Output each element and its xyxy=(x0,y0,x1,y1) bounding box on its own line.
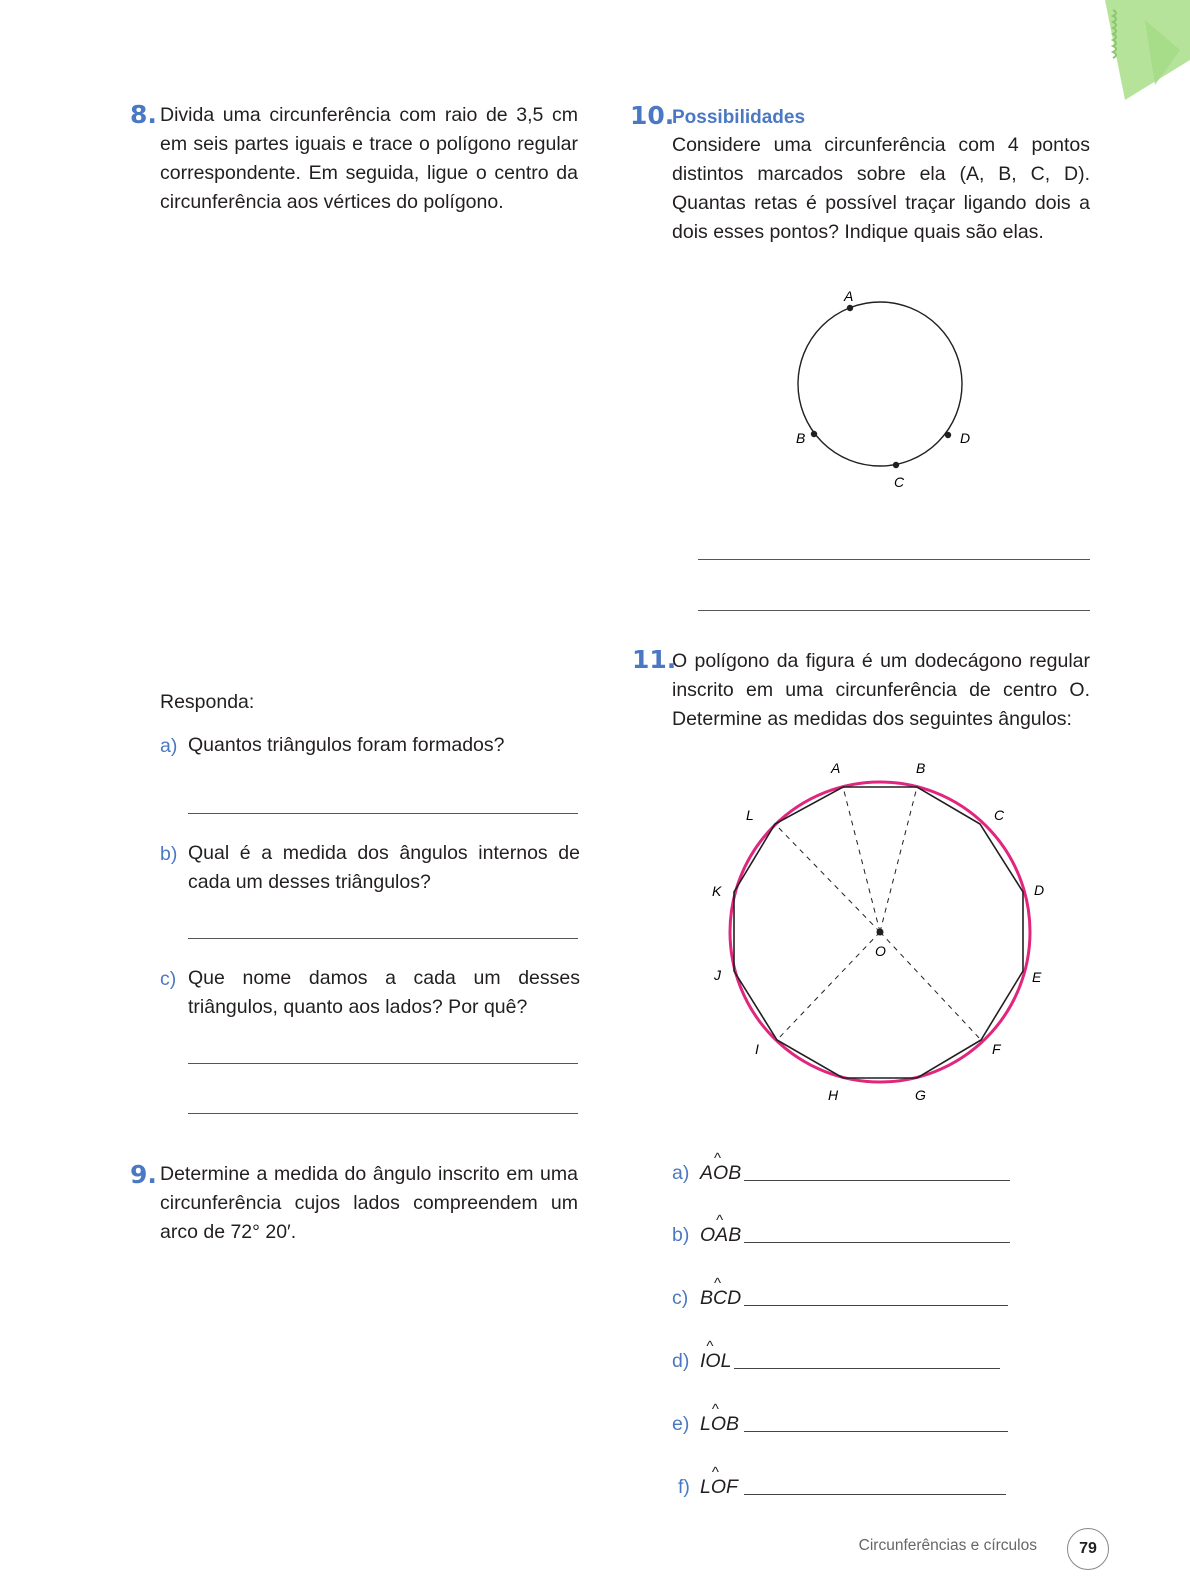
vertex-label-l: L xyxy=(746,807,754,823)
vertex-label-i: I xyxy=(755,1041,759,1057)
center-o-point xyxy=(877,929,884,936)
angle-left-letter: L xyxy=(700,1476,711,1498)
q11-item-answer-line[interactable] xyxy=(734,1368,1000,1369)
q8-number: 8. xyxy=(130,100,157,129)
q11-item-label: a) xyxy=(672,1162,690,1184)
center-o-label: O xyxy=(875,943,886,959)
q11-item-label: c) xyxy=(672,1287,689,1309)
q11-item-angle xyxy=(700,1162,741,1185)
vertex-label-g: G xyxy=(915,1087,926,1103)
angle-left-letter: L xyxy=(700,1413,711,1435)
q11-item-answer-line[interactable] xyxy=(744,1494,1006,1495)
q10-point-d xyxy=(945,432,951,438)
q11-item-angle xyxy=(700,1350,731,1373)
q11-item-answer-line[interactable] xyxy=(744,1242,1010,1243)
q10-label-d: D xyxy=(960,430,971,446)
q11-item-label: e) xyxy=(672,1413,690,1435)
q11-item-label: f) xyxy=(678,1476,690,1498)
angle-right-letter: B xyxy=(728,1224,742,1246)
vertex-label-k: K xyxy=(712,883,722,899)
q8b-answer-line[interactable] xyxy=(188,938,578,939)
angle-right-letter: D xyxy=(727,1287,742,1309)
segment-oa xyxy=(843,787,880,932)
q10-label-a: A xyxy=(844,288,854,304)
q9-text: Determine a medida do ângulo inscrito em uma circunferência cujos lados compreendem um arco de 72° 20′. xyxy=(160,1163,578,1243)
segment-of xyxy=(880,932,981,1040)
q11-item-angle xyxy=(700,1224,741,1247)
angle-vertex-letter: C ^ xyxy=(713,1287,727,1310)
vertex-label-b: B xyxy=(916,760,926,776)
q10-label-c: C xyxy=(894,474,905,490)
q8a-label: a) xyxy=(160,735,178,757)
q11-item-answer-line[interactable] xyxy=(744,1305,1008,1306)
vertex-label-j: J xyxy=(714,967,721,983)
angle-right-letter: F xyxy=(726,1476,738,1498)
q10-answer-line-2[interactable] xyxy=(698,610,1090,611)
vertex-label-h: H xyxy=(828,1087,839,1103)
q11-item-label: b) xyxy=(672,1224,690,1246)
angle-vertex-letter: O ^ xyxy=(711,1476,726,1499)
q8-text: Divida uma circunferência com raio de 3,5 cm em seis partes iguais e trace o polígono regular correspondente. Em seguida, ligue o centro da circunferência aos vértices do polígono. xyxy=(160,104,578,213)
q11-number: 11. xyxy=(632,645,677,674)
segment-oi xyxy=(777,932,880,1040)
segment-ob xyxy=(880,787,917,932)
angle-left-letter: B xyxy=(700,1287,714,1309)
q11-item-answer-line[interactable] xyxy=(744,1180,1010,1181)
q10-answer-line-1[interactable] xyxy=(698,559,1090,560)
q11-item-answer-line[interactable] xyxy=(744,1431,1008,1432)
angle-vertex-letter: O ^ xyxy=(705,1350,720,1373)
angle-right-letter: L xyxy=(720,1350,732,1372)
q8b-text: Qual é a medida dos ângulos internos de cada um desses triângulos? xyxy=(188,842,580,893)
q10-point-c xyxy=(893,462,899,468)
q8a-answer-line[interactable] xyxy=(188,813,578,814)
angle-left-letter: A xyxy=(700,1162,714,1184)
q11-item-angle xyxy=(700,1287,741,1310)
angle-right-letter: B xyxy=(728,1162,742,1184)
q10-circle-figure xyxy=(790,285,990,495)
q10-text: Considere uma circunferência com 4 pontos distintos marcados sobre ela (A, B, C, D). Quantas retas é possível traçar ligando dois a dois esses pontos? Indique quais são elas. xyxy=(672,134,1090,243)
q10-point-b xyxy=(811,431,817,437)
q8-responda: Responda: xyxy=(160,691,255,713)
q11-text: O polígono da figura é um dodecágono regular inscrito em uma circunferência de centro O. Determine as medidas dos seguintes ângulos: xyxy=(672,650,1090,730)
q8c-text: Que nome damos a cada um desses triângulos, quanto aos lados? Por quê? xyxy=(188,967,580,1018)
vertex-label-f: F xyxy=(992,1041,1001,1057)
q8a-text: Quantos triângulos foram formados? xyxy=(188,734,505,756)
vertex-label-e: E xyxy=(1032,969,1042,985)
q8c-label: c) xyxy=(160,968,177,990)
q10-circle xyxy=(798,302,962,466)
angle-vertex-letter: A ^ xyxy=(715,1224,728,1247)
q10-title: Possibilidades xyxy=(672,107,806,128)
angle-left-letter: O xyxy=(700,1224,716,1246)
vertex-label-c: C xyxy=(994,807,1005,823)
page-number: 79 xyxy=(1067,1528,1109,1570)
q9-number: 9. xyxy=(130,1160,157,1189)
q11-item-angle xyxy=(700,1413,739,1436)
q11-item-angle xyxy=(700,1476,738,1499)
corner-decoration xyxy=(1085,0,1190,105)
dodecagon-figure xyxy=(700,750,1060,1110)
q8c-answer-line-1[interactable] xyxy=(188,1063,578,1064)
angle-left-letter: I xyxy=(700,1350,706,1372)
vertex-label-d: D xyxy=(1034,882,1045,898)
segment-ol xyxy=(775,824,880,932)
angle-vertex-letter: O ^ xyxy=(711,1413,726,1436)
q11-item-label: d) xyxy=(672,1350,690,1372)
angle-vertex-letter: O ^ xyxy=(713,1162,728,1185)
q10-label-b: B xyxy=(796,430,806,446)
vertex-label-a: A xyxy=(831,760,841,776)
angle-right-letter: B xyxy=(726,1413,740,1435)
q8c-answer-line-2[interactable] xyxy=(188,1113,578,1114)
q8b-label: b) xyxy=(160,843,178,865)
footer-chapter: Circunferências e círculos xyxy=(858,1537,1037,1554)
q10-point-a xyxy=(847,305,853,311)
q10-number: 10. xyxy=(630,101,675,130)
